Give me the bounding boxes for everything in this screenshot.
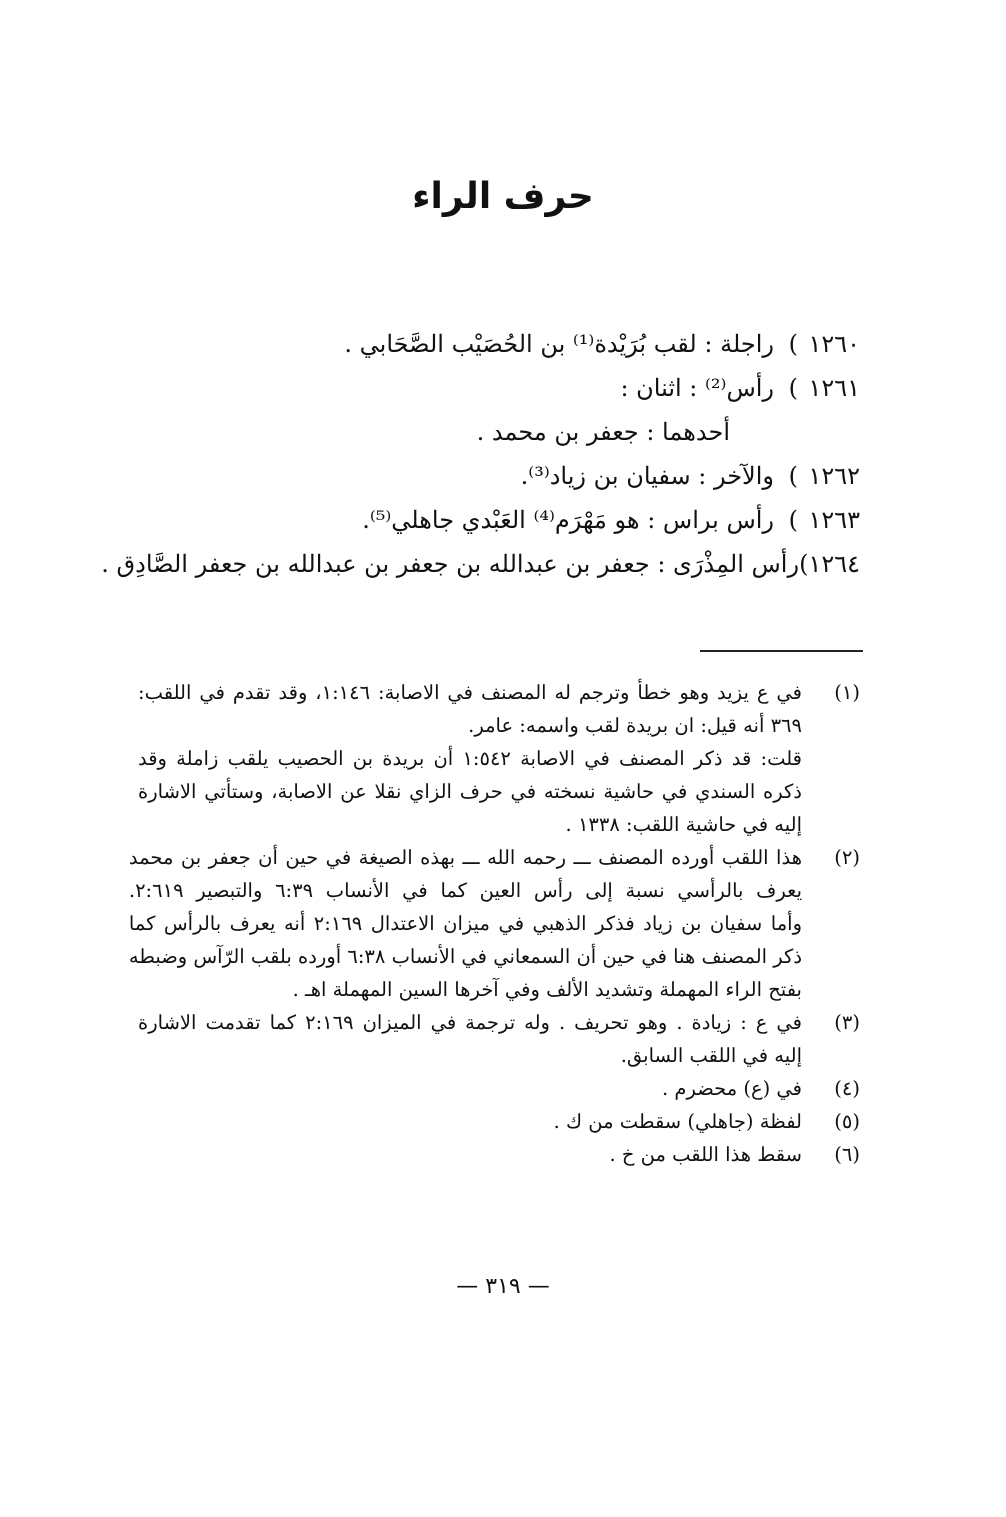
- footnote-line: لفظة (جاهلي) سقطت من ك .: [553, 1110, 802, 1133]
- entry-1262: [140, 454, 860, 498]
- entry-text: أحدهما : جعفر بن محمد .: [476, 418, 730, 446]
- entry-text: رأس⁽²⁾ : اثنان :: [620, 374, 774, 402]
- footnote-marker: (١): [834, 681, 860, 704]
- footnote-line: وأما سفيان بن زياد فذكر الذهبي في ميزان الاعتدال ٢:١٦٩ أنه يعرف بالرأس كما: [128, 912, 802, 935]
- footnote-marker: (٦): [834, 1143, 860, 1166]
- entry-paren: ): [788, 462, 798, 490]
- entry-paren: ): [788, 506, 798, 534]
- footnote-4: [138, 1072, 860, 1105]
- footnote-line: في ع : زيادة . وهو تحريف . وله ترجمة في الميزان ٢:١٦٩ كما تقدمت الاشارة: [138, 1011, 802, 1034]
- entry-1263: [140, 498, 860, 542]
- footnote-line: إليه في اللقب السابق.: [620, 1044, 802, 1067]
- entry-paren: ): [799, 550, 809, 578]
- footnote-3: [138, 1006, 860, 1072]
- footnote-line: ذكره السندي في حاشية نسخته في حرف الزاي نقلا عن الاصابة، وستأتي الاشارة: [138, 780, 802, 803]
- footnote-marker: (٤): [834, 1077, 860, 1100]
- entry-text: رأس براس : هو مَهْرَم⁽⁴⁾ العَبْدي جاهلي⁽⁵⁾.: [362, 506, 774, 534]
- footnote-line: في ع يزيد وهو خطأ وترجم له المصنف في الاصابة: ١:١٤٦، وقد تقدم في اللقب:: [138, 681, 802, 704]
- entry-number: ١٢٦٤: [808, 550, 860, 578]
- entry-1261: [140, 366, 860, 410]
- entry-text: والآخر : سفيان بن زياد⁽³⁾.: [520, 462, 774, 490]
- entry-number: ١٢٦٠: [808, 330, 860, 358]
- entry-number: ١٢٦٢: [808, 462, 860, 490]
- footnote-line: بفتح الراء المهملة وتشديد الألف وفي آخرها السين المهملة اهـ .: [292, 978, 802, 1001]
- footnote-2: [128, 841, 860, 1006]
- entry-text: راجلة : لقب بُرَيْدة⁽¹⁾ بن الحُصَيْب الصَّحَابي .: [344, 330, 774, 358]
- footnote-marker: (٥): [834, 1110, 860, 1133]
- page-number: — ٣١٩ —: [456, 1274, 550, 1299]
- footnote-line: يعرف بالرأسي نسبة إلى رأس العين كما في الأنساب ٦:٣٩ والتبصير ٢:٦١٩.: [128, 879, 802, 902]
- footnote-line: إليه في حاشية اللقب: ١٣٣٨ .: [565, 813, 802, 836]
- footnote-line: ذكر المصنف هنا في حين أن السمعاني في الأنساب ٦:٣٨ أورده بلقب الرّآس وضبطه: [128, 945, 802, 968]
- footnote-line: ٣٦٩ أنه قيل: ان بريدة لقب واسمه: عامر.: [468, 714, 802, 737]
- footnote-marker: (٣): [834, 1011, 860, 1034]
- footnote-line: هذا اللقب أورده المصنف ـــ رحمه الله ـــ بهذه الصيغة في حين أن جعفر بن محمد: [128, 846, 802, 869]
- entry-list: [101, 322, 860, 586]
- footnote-line: قلت: قد ذكر المصنف في الاصابة ١:٥٤٢ أن بريدة بن الحصيب يلقب زاملة وقد: [138, 747, 802, 770]
- entry-number: ١٢٦١: [808, 374, 860, 402]
- entry-paren: ): [788, 374, 798, 402]
- entry-text: رأس المِذْرَى : جعفر بن عبدالله بن جعفر بن عبدالله بن جعفر الصَّادِق .: [101, 550, 800, 578]
- footnote-line: سقط هذا اللقب من خ .: [609, 1143, 802, 1166]
- footnote-line: في (ع) محضرم .: [662, 1077, 802, 1100]
- entry-paren: ): [788, 330, 798, 358]
- footnote-marker: (٢): [834, 846, 860, 869]
- footnote-5: [138, 1105, 860, 1138]
- footnote-6: [138, 1138, 860, 1171]
- footnote-1: [138, 676, 860, 841]
- footnote-list: [128, 676, 860, 1171]
- section-heading: حرف الراء: [412, 176, 594, 217]
- entry-1260: [140, 322, 860, 366]
- footnote-separator: [700, 650, 863, 652]
- entry-1261-sub: [140, 410, 860, 454]
- entry-number: ١٢٦٣: [808, 506, 860, 534]
- entry-1264: [101, 542, 860, 586]
